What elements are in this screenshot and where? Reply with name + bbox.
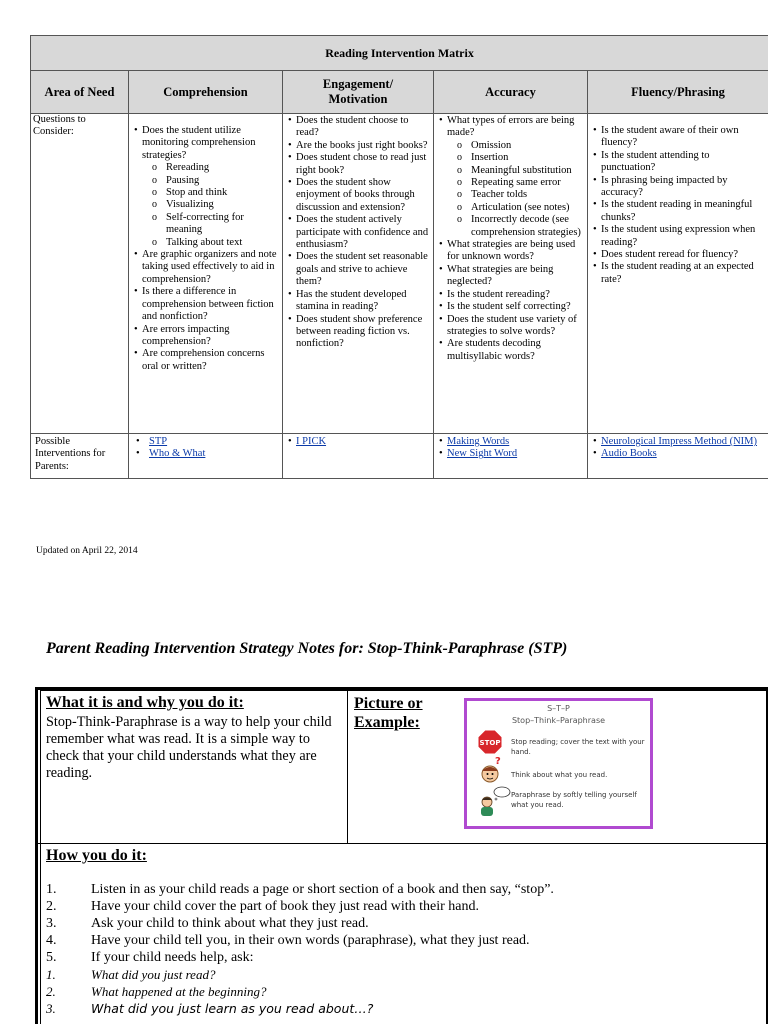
how-heading: How you do it: — [46, 847, 147, 864]
question-item: • What strategies are being neglected? — [438, 264, 583, 289]
speaking-person-icon — [477, 785, 511, 817]
sub-item: o Visualizing — [142, 199, 278, 211]
box-divider — [40, 690, 41, 1024]
matrix-title: Reading Intervention Matrix — [31, 36, 768, 71]
picture-line-think: Think about what you read. — [511, 771, 608, 779]
question-item: • Does the student actively participate with confidence and enthusiasm? — [287, 214, 429, 251]
question-item: • Are graphic organizers and note taking used effectively to aid in comprehension? — [133, 249, 278, 286]
intervention-item — [438, 436, 583, 448]
sub-item: o Meaningful substitution — [447, 165, 583, 177]
intervention-item — [592, 448, 764, 460]
question-item: • Are errors impacting comprehension? — [133, 324, 278, 349]
box-divider — [40, 690, 766, 691]
sub-item: o Articulation (see notes) — [447, 202, 583, 214]
intervention-item — [133, 436, 278, 448]
header-accuracy: Accuracy — [434, 71, 588, 114]
row-divider — [38, 843, 768, 844]
question-item: • Does the student choose to read? — [287, 115, 429, 140]
engagement-interventions — [283, 434, 434, 479]
stp-link[interactable]: STP — [149, 436, 168, 447]
question-item: • Are comprehension concerns oral or written? — [133, 348, 278, 373]
question-item: • Is phrasing being impacted by accuracy? — [592, 175, 764, 200]
new-sight-word-link[interactable]: New Sight Word — [447, 448, 518, 460]
sub-item: o Talking about text — [142, 237, 278, 249]
question-item: • Is the student self correcting? — [438, 301, 583, 313]
making-words-link[interactable]: Making Words — [447, 436, 510, 447]
intervention-item — [592, 436, 764, 448]
comprehension-questions — [129, 114, 283, 434]
reading-intervention-matrix — [30, 35, 768, 479]
fluency-questions — [588, 114, 768, 434]
fluency-interventions — [588, 434, 768, 479]
nim-link[interactable]: Neurological Impress Method (NIM) — [601, 436, 758, 447]
question-item: • What strategies are being used for unknown words? — [438, 239, 583, 264]
comprehension-interventions — [129, 434, 283, 479]
header-comprehension: Comprehension — [129, 71, 283, 114]
question-item: • What types of errors are being made? o Omission o Insertion o Meaningful substitution o Repeating same error o Teacher tolds o Articulation (see notes) o Incorrectly decode (see comprehension strategies) — [438, 115, 583, 239]
strategy-title: Parent Reading Intervention Strategy Notes for: Stop-Think-Paraphrase (STP) — [46, 640, 568, 657]
header-area-of-need: Area of Need — [31, 71, 129, 114]
sub-item: o Stop and think — [142, 187, 278, 199]
question-item: • Is there a difference in comprehension between fiction and nonfiction? — [133, 286, 278, 323]
accuracy-questions — [434, 114, 588, 434]
picture-heading: Picture or Example: — [354, 695, 423, 731]
what-heading: What it is and why you do it: — [46, 694, 244, 711]
sub-item: o Self-correcting for meaning — [142, 212, 278, 237]
sub-item: o Incorrectly decode (see comprehension strategies) — [447, 214, 583, 239]
question-item: • Does the student use variety of strategies to solve words? — [438, 314, 583, 339]
question-item: • Is the student aware of their own fluency? — [592, 125, 764, 150]
picture-line-stop: Stop reading; cover the text with your hand. — [511, 738, 645, 756]
picture-line-paraphrase: Paraphrase by softly telling yourself what you read. — [511, 791, 637, 809]
thinking-face-icon — [479, 755, 505, 785]
audio-books-link[interactable]: Audio Books — [601, 448, 657, 460]
who-and-what-link[interactable]: Who & What — [149, 448, 206, 460]
question-item: • Does the student utilize monitoring comprehension strategies? o Rereading o Pausing o Stop and think o Visualizing o Self-correcting for meaning o Talking about text — [133, 125, 278, 249]
question-item: • Has the student developed stamina in reading? — [287, 289, 429, 314]
question-item: • Are students decoding multisyllabic words? — [438, 338, 583, 363]
question-item: • Is the student attending to punctuation? — [592, 150, 764, 175]
sub-item: o Omission — [447, 140, 583, 152]
stop-sign-icon — [477, 729, 503, 755]
question-item: • Does student chose to read just right book? — [287, 152, 429, 177]
intervention-item — [287, 436, 429, 448]
svg-text:?: ? — [495, 756, 501, 767]
question-item: • Is the student using expression when reading? — [592, 224, 764, 249]
question-item: • Does student show preference between reading fiction vs. nonfiction? — [287, 314, 429, 351]
svg-text:STOP: STOP — [479, 739, 501, 747]
sub-item: o Repeating same error — [447, 177, 583, 189]
what-text: Stop-Think-Paraphrase is a way to help your child remember what was read. It is a simple way to check that your child understands what they are reading. — [46, 714, 332, 781]
sub-item: o Insertion — [447, 152, 583, 164]
questions-label: Questions to Consider: — [31, 114, 129, 434]
sub-item: o Rereading — [142, 162, 278, 174]
picture-subtitle: Stop–Think–Paraphrase — [511, 716, 606, 725]
question-item: • Is the student rereading? — [438, 289, 583, 301]
sub-item: o Pausing — [142, 175, 278, 187]
question-item: • Is the student reading in meaningful chunks? — [592, 199, 764, 224]
question-item: • Are the books just right books? — [287, 140, 429, 152]
question-item: • Is the student reading at an expected rate? — [592, 261, 764, 286]
header-fluency: Fluency/Phrasing — [588, 71, 768, 114]
picture-title: S–T–P — [547, 704, 570, 713]
updated-date: Updated on April 22, 2014 — [36, 546, 138, 556]
question-item: • Does the student set reasonable goals and strive to achieve them? — [287, 251, 429, 288]
header-engagement: Engagement/ Motivation — [283, 71, 434, 114]
question-item: • Does the student show enjoyment of books through discussion and extension? — [287, 177, 429, 214]
interventions-label: Possible Interventions for Parents: — [31, 434, 129, 479]
sub-item: o Teacher tolds — [447, 189, 583, 201]
i-pick-link[interactable]: I PICK — [296, 436, 327, 447]
stp-example-picture — [464, 698, 653, 829]
accuracy-interventions — [434, 434, 588, 479]
column-divider — [347, 687, 348, 844]
question-item: • Does student reread for fluency? — [592, 249, 764, 261]
intervention-item — [133, 448, 278, 460]
engagement-questions — [283, 114, 434, 434]
intervention-item — [438, 448, 583, 460]
